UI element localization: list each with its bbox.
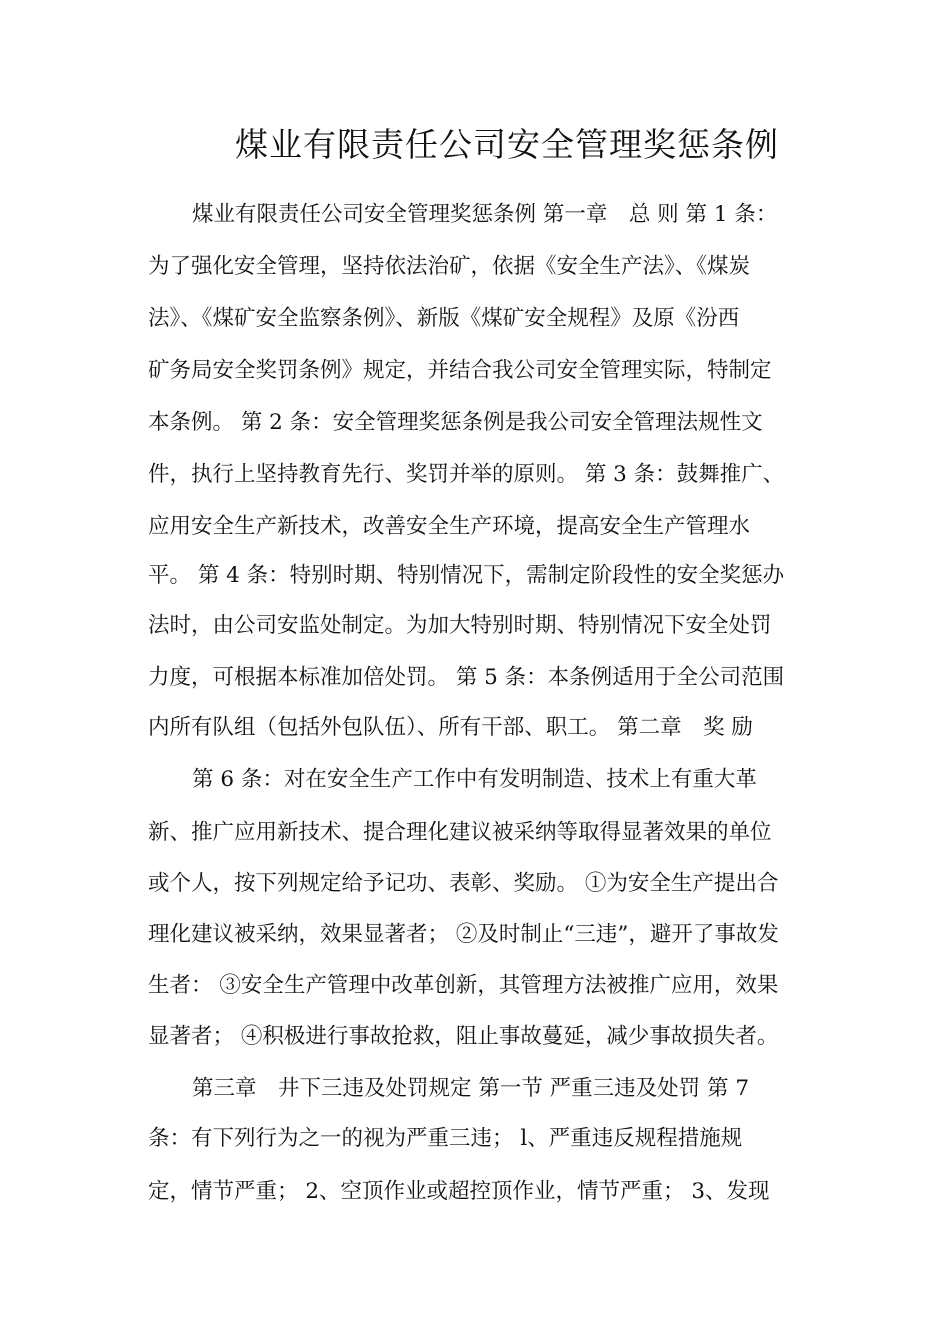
body-line-13: 新、推广应用新技术、提合理化建议被采纳等取得显著效果的单位 xyxy=(148,820,772,845)
body-line-20: 定，情节严重； 2、空顶作业或超控顶作业，情节严重； 3、发现 xyxy=(148,1179,770,1204)
body-line-1: 煤业有限责任公司安全管理奖惩条例 第一章 总 则 第 1 条： xyxy=(192,202,778,227)
body-line-6: 件，执行上坚持教育先行、奖罚并举的原则。 第 3 条：鼓舞推广、 xyxy=(148,462,785,487)
body-line-17: 显著者； ④积极进行事故抢救，阻止事故蔓延，减少事故损失者。 xyxy=(148,1024,779,1049)
body-line-16: 生者： ③安全生产管理中改革创新，其管理方法被推广应用，效果 xyxy=(148,973,779,998)
body-line-8: 平。 第 4 条：特别时期、特别情况下，需制定阶段性的安全奖惩办 xyxy=(148,563,785,588)
body-line-18: 第三章 井下三违及处罚规定 第一节 严重三违及处罚 第 7 xyxy=(192,1076,750,1101)
body-line-9: 法时，由公司安监处制定。为加大特别时期、特别情况下安全处罚 xyxy=(148,613,772,638)
body-line-7: 应用安全生产新技术，改善安全生产环境，提高安全生产管理水 xyxy=(148,514,751,539)
document-title: 煤业有限责任公司安全管理奖惩条例 xyxy=(235,125,779,164)
body-line-11: 内所有队组（包括外包队伍）、所有干部、职工。 第二章 奖 励 xyxy=(148,715,753,740)
body-line-3: 法》、《煤矿安全监察条例》、新版《煤矿安全规程》及原《汾西 xyxy=(148,306,740,331)
body-line-15: 理化建议被采纳，效果显著者； ②及时制止“三违”，避开了事故发 xyxy=(148,922,779,947)
body-line-14: 或个人，按下列规定给予记功、表彰、奖励。 ①为安全生产提出合 xyxy=(148,871,779,896)
body-line-19: 条：有下列行为之一的视为严重三违； l、严重违反规程措施规 xyxy=(148,1126,743,1151)
body-line-5: 本条例。 第 2 条：安全管理奖惩条例是我公司安全管理法规性文 xyxy=(148,410,763,435)
body-line-10: 力度，可根据本标准加倍处罚。 第 5 条：本条例适用于全公司范围 xyxy=(148,665,785,690)
body-line-4: 矿务局安全奖罚条例》规定，并结合我公司安全管理实际，特制定 xyxy=(148,358,772,383)
body-line-12: 第 6 条：对在安全生产工作中有发明制造、技术上有重大革 xyxy=(192,767,757,792)
body-line-2: 为了强化安全管理，坚持依法治矿，依据《安全生产法》、《煤炭 xyxy=(148,254,751,279)
